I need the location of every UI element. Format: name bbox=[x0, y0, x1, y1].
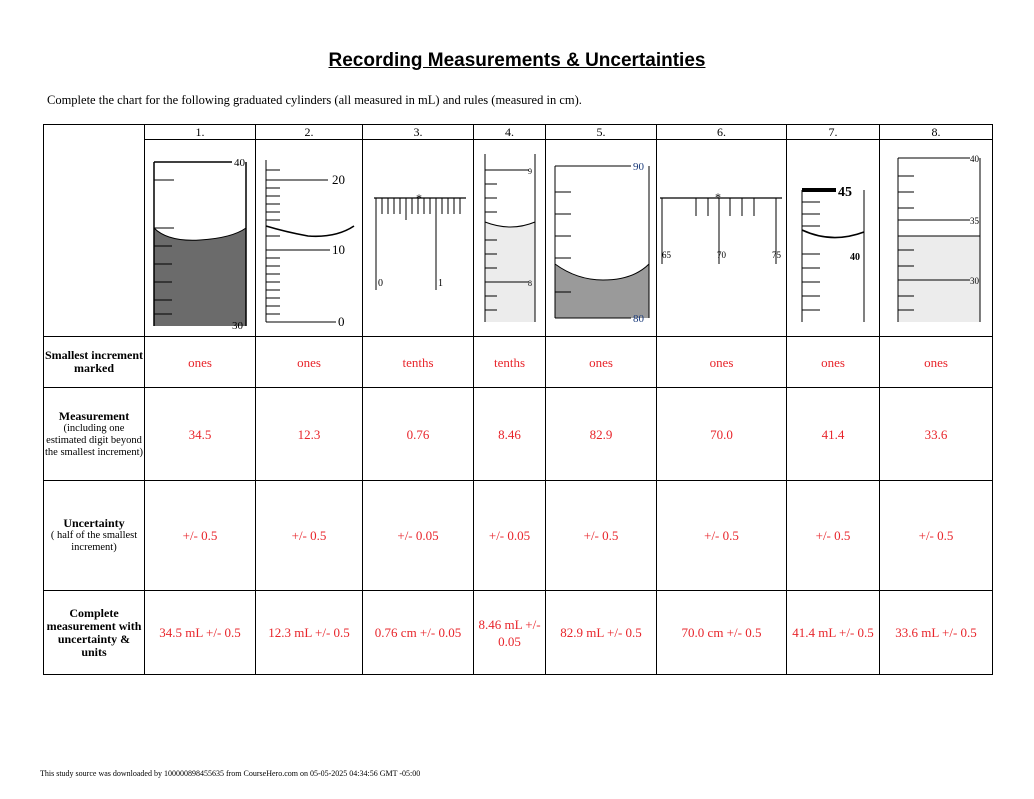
uncertainty-value: +/- 0.5 bbox=[256, 481, 363, 591]
scale-label: 8 bbox=[527, 279, 532, 288]
page-title: Recording Measurements & Uncertainties bbox=[328, 50, 706, 71]
row-header-uncertainty bbox=[44, 481, 145, 591]
uncertainty-value: +/- 0.05 bbox=[474, 481, 546, 591]
column-number: 2. bbox=[256, 125, 363, 140]
increment-row bbox=[44, 337, 993, 388]
corner-cell bbox=[44, 125, 145, 337]
measurement-value: 41.4 bbox=[787, 388, 880, 481]
scale-label: 65 bbox=[661, 250, 671, 260]
uncertainty-row bbox=[44, 481, 993, 591]
cylinder-8-diagram bbox=[882, 140, 990, 332]
scale-label: 40 bbox=[234, 157, 245, 169]
increment-value: ones bbox=[145, 337, 256, 388]
row-header-increment: Smallest increment marked bbox=[44, 337, 145, 388]
measurement-row bbox=[44, 388, 993, 481]
column-number: 7. bbox=[787, 125, 880, 140]
footer-note: This study source was downloaded by 100000898455635 from CourseHero.com on 05-05-2025 04:34:56 GMT -05:00 bbox=[40, 769, 421, 778]
complete-value: 34.5 mL +/- 0.5 bbox=[145, 591, 256, 675]
measurement-table bbox=[43, 124, 993, 675]
column-number: 3. bbox=[363, 125, 474, 140]
measurement-value: 70.0 bbox=[657, 388, 787, 481]
ruler-3-cell bbox=[363, 140, 474, 337]
row-header-uncertainty-title: Uncertainty bbox=[63, 516, 125, 530]
complete-value: 12.3 mL +/- 0.5 bbox=[256, 591, 363, 675]
uncertainty-value: +/- 0.05 bbox=[363, 481, 474, 591]
measurement-value: 0.76 bbox=[363, 388, 474, 481]
cylinder-2-cell bbox=[256, 140, 363, 337]
cylinder-2-diagram bbox=[256, 140, 364, 332]
scale-label: 9 bbox=[527, 167, 532, 176]
scale-label: 80 bbox=[633, 313, 644, 325]
row-header-measurement-sub: (including one estimated digit beyond the smallest increment) bbox=[45, 422, 143, 458]
cylinder-4-diagram bbox=[477, 140, 543, 332]
column-number: 1. bbox=[145, 125, 256, 140]
increment-value: ones bbox=[787, 337, 880, 388]
pointer-mark: * bbox=[714, 190, 721, 204]
scale-label: 90 bbox=[633, 161, 644, 173]
increment-value: tenths bbox=[363, 337, 474, 388]
complete-value: 70.0 cm +/- 0.5 bbox=[657, 591, 787, 675]
complete-row bbox=[44, 591, 993, 675]
ruler-6-diagram bbox=[658, 140, 786, 332]
uncertainty-value: +/- 0.5 bbox=[787, 481, 880, 591]
increment-value: tenths bbox=[474, 337, 546, 388]
pointer-mark: * bbox=[416, 191, 422, 205]
scale-label: 20 bbox=[332, 172, 345, 187]
measurement-value: 12.3 bbox=[256, 388, 363, 481]
uncertainty-value: +/- 0.5 bbox=[880, 481, 993, 591]
scale-label: 10 bbox=[332, 242, 345, 257]
scale-label: 1 bbox=[438, 278, 443, 289]
cylinder-5-diagram bbox=[547, 140, 655, 332]
cylinder-1-cell bbox=[145, 140, 256, 337]
scale-label: 40 bbox=[850, 252, 860, 263]
measurement-value: 82.9 bbox=[546, 388, 657, 481]
ruler-6-cell bbox=[657, 140, 787, 337]
complete-value: 8.46 mL +/- 0.05 bbox=[474, 591, 546, 675]
instructions: Complete the chart for the following graduated cylinders (all measured in mL) and rules (measured in cm). bbox=[47, 93, 582, 107]
complete-value: 41.4 mL +/- 0.5 bbox=[787, 591, 880, 675]
row-header-measurement-title: Measurement bbox=[58, 408, 130, 423]
cylinder-7-diagram bbox=[788, 140, 878, 332]
complete-value: 0.76 cm +/- 0.05 bbox=[363, 591, 474, 675]
scale-label: 45 bbox=[838, 185, 852, 200]
column-number: 6. bbox=[657, 125, 787, 140]
scale-label: 30 bbox=[970, 276, 979, 286]
scale-label: 75 bbox=[771, 250, 781, 260]
increment-value: ones bbox=[880, 337, 993, 388]
increment-value: ones bbox=[546, 337, 657, 388]
row-header-measurement bbox=[44, 388, 145, 481]
increment-value: ones bbox=[657, 337, 787, 388]
scale-label: 35 bbox=[970, 216, 979, 226]
column-number: 4. bbox=[474, 125, 546, 140]
ruler-3-diagram bbox=[366, 140, 470, 332]
cylinder-7-cell bbox=[787, 140, 880, 337]
cylinder-8-cell bbox=[880, 140, 993, 337]
uncertainty-value: +/- 0.5 bbox=[145, 481, 256, 591]
uncertainty-value: +/- 0.5 bbox=[546, 481, 657, 591]
complete-value: 33.6 mL +/- 0.5 bbox=[880, 591, 993, 675]
scale-label: 40 bbox=[970, 154, 979, 164]
measurement-value: 33.6 bbox=[880, 388, 993, 481]
cylinder-4-cell bbox=[474, 140, 546, 337]
scale-label: 0 bbox=[338, 314, 345, 329]
column-number: 8. bbox=[880, 125, 993, 140]
increment-value: ones bbox=[256, 337, 363, 388]
scale-label: 0 bbox=[378, 278, 383, 289]
uncertainty-value: +/- 0.5 bbox=[657, 481, 787, 591]
scale-label: 30 bbox=[232, 320, 243, 332]
measurement-value: 34.5 bbox=[145, 388, 256, 481]
cylinder-5-cell bbox=[546, 140, 657, 337]
scale-label: 70 bbox=[716, 250, 726, 260]
row-header-uncertainty-sub: ( half of the smallest increment) bbox=[50, 530, 138, 553]
complete-value: 82.9 mL +/- 0.5 bbox=[546, 591, 657, 675]
column-number: 5. bbox=[546, 125, 657, 140]
image-row bbox=[44, 125, 993, 140]
measurement-value: 8.46 bbox=[474, 388, 546, 481]
cylinder-1-diagram bbox=[148, 140, 252, 332]
row-header-complete: Complete measurement with uncertainty & units bbox=[44, 591, 145, 675]
